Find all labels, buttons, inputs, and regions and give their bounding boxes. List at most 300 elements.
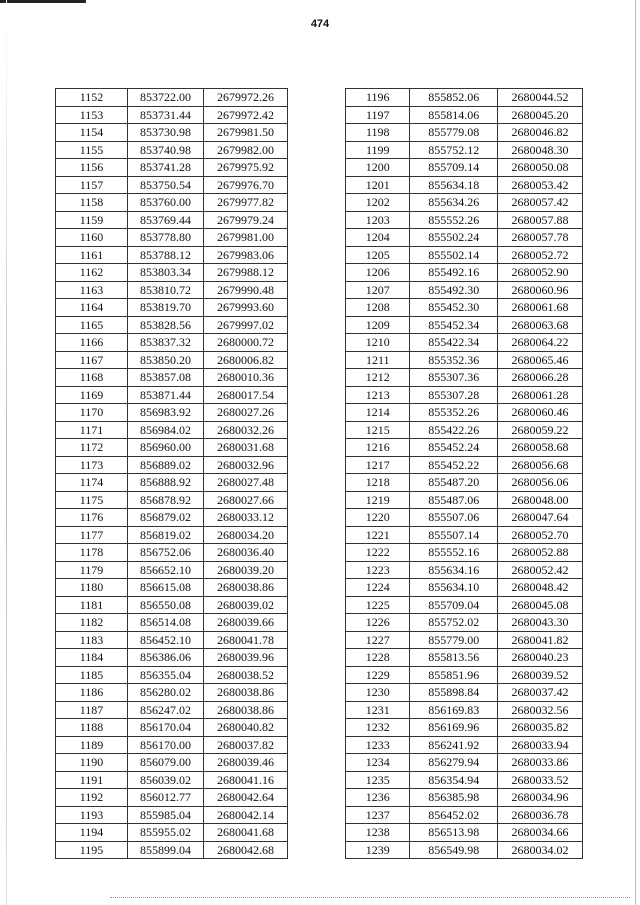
x-coordinate-cell: 856012.77 bbox=[128, 789, 204, 807]
table-row bbox=[56, 736, 288, 754]
x-coordinate-cell: 856385.98 bbox=[410, 789, 498, 807]
point-number-cell: 1221 bbox=[346, 526, 410, 544]
point-number-cell: 1184 bbox=[56, 649, 128, 667]
point-number-cell: 1157 bbox=[56, 176, 128, 194]
x-coordinate-cell: 853857.08 bbox=[128, 369, 204, 387]
table-row bbox=[56, 596, 288, 614]
y-coordinate-cell: 2680056.68 bbox=[498, 456, 583, 474]
table-row bbox=[346, 736, 583, 754]
table-row bbox=[56, 666, 288, 684]
table-row bbox=[346, 824, 583, 842]
x-coordinate-cell: 856549.98 bbox=[410, 841, 498, 859]
x-coordinate-cell: 855307.28 bbox=[410, 386, 498, 404]
x-coordinate-cell: 855422.34 bbox=[410, 334, 498, 352]
scan-edge-right bbox=[635, 0, 636, 905]
x-coordinate-cell: 856279.94 bbox=[410, 754, 498, 772]
y-coordinate-cell: 2680038.86 bbox=[204, 684, 288, 702]
x-coordinate-cell: 853740.98 bbox=[128, 141, 204, 159]
point-number-cell: 1215 bbox=[346, 421, 410, 439]
x-coordinate-cell: 855502.24 bbox=[410, 229, 498, 247]
point-number-cell: 1219 bbox=[346, 491, 410, 509]
x-coordinate-cell: 855634.10 bbox=[410, 579, 498, 597]
point-number-cell: 1166 bbox=[56, 334, 128, 352]
table-row bbox=[56, 211, 288, 229]
table-row bbox=[56, 719, 288, 737]
y-coordinate-cell: 2679981.50 bbox=[204, 124, 288, 142]
table-row bbox=[56, 351, 288, 369]
table-row bbox=[346, 509, 583, 527]
table-row bbox=[346, 124, 583, 142]
x-coordinate-cell: 855709.04 bbox=[410, 596, 498, 614]
y-coordinate-cell: 2680006.82 bbox=[204, 351, 288, 369]
point-number-cell: 1173 bbox=[56, 456, 128, 474]
table-row bbox=[346, 386, 583, 404]
table-row bbox=[56, 264, 288, 282]
y-coordinate-cell: 2680027.66 bbox=[204, 491, 288, 509]
y-coordinate-cell: 2680052.88 bbox=[498, 544, 583, 562]
point-number-cell: 1236 bbox=[346, 789, 410, 807]
y-coordinate-cell: 2680032.26 bbox=[204, 421, 288, 439]
x-coordinate-cell: 856039.02 bbox=[128, 771, 204, 789]
point-number-cell: 1179 bbox=[56, 561, 128, 579]
x-coordinate-cell: 855452.22 bbox=[410, 456, 498, 474]
table-row bbox=[56, 579, 288, 597]
table-row bbox=[56, 176, 288, 194]
y-coordinate-cell: 2679972.26 bbox=[204, 89, 288, 107]
x-coordinate-cell: 856960.00 bbox=[128, 439, 204, 457]
x-coordinate-cell: 856170.00 bbox=[128, 736, 204, 754]
y-coordinate-cell: 2680039.20 bbox=[204, 561, 288, 579]
x-coordinate-cell: 856984.02 bbox=[128, 421, 204, 439]
table-row bbox=[346, 701, 583, 719]
table-row bbox=[346, 561, 583, 579]
x-coordinate-cell: 856170.04 bbox=[128, 719, 204, 737]
x-coordinate-cell: 855507.14 bbox=[410, 526, 498, 544]
y-coordinate-cell: 2680057.88 bbox=[498, 211, 583, 229]
x-coordinate-cell: 855779.08 bbox=[410, 124, 498, 142]
x-coordinate-cell: 856752.06 bbox=[128, 544, 204, 562]
y-coordinate-cell: 2680064.22 bbox=[498, 334, 583, 352]
point-number-cell: 1175 bbox=[56, 491, 128, 509]
x-coordinate-cell: 855452.34 bbox=[410, 316, 498, 334]
y-coordinate-cell: 2680000.72 bbox=[204, 334, 288, 352]
y-coordinate-cell: 2680057.78 bbox=[498, 229, 583, 247]
table-row bbox=[56, 754, 288, 772]
y-coordinate-cell: 2680040.23 bbox=[498, 649, 583, 667]
table-row bbox=[346, 456, 583, 474]
table-row bbox=[56, 631, 288, 649]
x-coordinate-cell: 855851.96 bbox=[410, 666, 498, 684]
table-row bbox=[56, 614, 288, 632]
point-number-cell: 1183 bbox=[56, 631, 128, 649]
point-number-cell: 1152 bbox=[56, 89, 128, 107]
table-row bbox=[346, 771, 583, 789]
x-coordinate-cell: 853730.98 bbox=[128, 124, 204, 142]
y-coordinate-cell: 2680063.68 bbox=[498, 316, 583, 334]
x-coordinate-cell: 855452.30 bbox=[410, 299, 498, 317]
x-coordinate-cell: 856241.92 bbox=[410, 736, 498, 754]
table-row bbox=[346, 579, 583, 597]
table-row bbox=[56, 194, 288, 212]
point-number-cell: 1172 bbox=[56, 439, 128, 457]
x-coordinate-cell: 855422.26 bbox=[410, 421, 498, 439]
y-coordinate-cell: 2679983.06 bbox=[204, 246, 288, 264]
table-row bbox=[346, 404, 583, 422]
y-coordinate-cell: 2680036.40 bbox=[204, 544, 288, 562]
table-row bbox=[56, 404, 288, 422]
x-coordinate-cell: 855634.18 bbox=[410, 176, 498, 194]
y-coordinate-cell: 2680048.30 bbox=[498, 141, 583, 159]
table-row bbox=[56, 684, 288, 702]
y-coordinate-cell: 2679975.92 bbox=[204, 159, 288, 177]
x-coordinate-cell: 853871.44 bbox=[128, 386, 204, 404]
point-number-cell: 1163 bbox=[56, 281, 128, 299]
table-row bbox=[346, 89, 583, 107]
y-coordinate-cell: 2680042.14 bbox=[204, 806, 288, 824]
table-row bbox=[346, 649, 583, 667]
y-coordinate-cell: 2680046.82 bbox=[498, 124, 583, 142]
table-row bbox=[56, 824, 288, 842]
point-number-cell: 1227 bbox=[346, 631, 410, 649]
x-coordinate-cell: 853850.20 bbox=[128, 351, 204, 369]
point-number-cell: 1210 bbox=[346, 334, 410, 352]
y-coordinate-cell: 2680059.22 bbox=[498, 421, 583, 439]
table-row bbox=[56, 789, 288, 807]
y-coordinate-cell: 2680036.78 bbox=[498, 806, 583, 824]
y-coordinate-cell: 2680043.30 bbox=[498, 614, 583, 632]
point-number-cell: 1180 bbox=[56, 579, 128, 597]
y-coordinate-cell: 2679990.48 bbox=[204, 281, 288, 299]
y-coordinate-cell: 2679976.70 bbox=[204, 176, 288, 194]
point-number-cell: 1160 bbox=[56, 229, 128, 247]
table-row bbox=[56, 439, 288, 457]
y-coordinate-cell: 2680048.42 bbox=[498, 579, 583, 597]
table-row bbox=[346, 421, 583, 439]
point-number-cell: 1204 bbox=[346, 229, 410, 247]
y-coordinate-cell: 2680042.64 bbox=[204, 789, 288, 807]
x-coordinate-cell: 856889.02 bbox=[128, 456, 204, 474]
x-coordinate-cell: 855898.84 bbox=[410, 684, 498, 702]
y-coordinate-cell: 2680039.96 bbox=[204, 649, 288, 667]
x-coordinate-cell: 856514.08 bbox=[128, 614, 204, 632]
table-row bbox=[56, 649, 288, 667]
table-row bbox=[56, 229, 288, 247]
point-number-cell: 1231 bbox=[346, 701, 410, 719]
point-number-cell: 1202 bbox=[346, 194, 410, 212]
y-coordinate-cell: 2680042.68 bbox=[204, 841, 288, 859]
y-coordinate-cell: 2680033.52 bbox=[498, 771, 583, 789]
x-coordinate-cell: 855814.06 bbox=[410, 106, 498, 124]
x-coordinate-cell: 853769.44 bbox=[128, 211, 204, 229]
table-row bbox=[56, 456, 288, 474]
y-coordinate-cell: 2680041.78 bbox=[204, 631, 288, 649]
point-number-cell: 1194 bbox=[56, 824, 128, 842]
scan-noise-line bbox=[110, 895, 630, 898]
x-coordinate-cell: 855985.04 bbox=[128, 806, 204, 824]
point-number-cell: 1159 bbox=[56, 211, 128, 229]
y-coordinate-cell: 2680048.00 bbox=[498, 491, 583, 509]
point-number-cell: 1185 bbox=[56, 666, 128, 684]
y-coordinate-cell: 2680033.94 bbox=[498, 736, 583, 754]
x-coordinate-cell: 856280.02 bbox=[128, 684, 204, 702]
point-number-cell: 1224 bbox=[346, 579, 410, 597]
y-coordinate-cell: 2679993.60 bbox=[204, 299, 288, 317]
table-row bbox=[346, 106, 583, 124]
point-number-cell: 1233 bbox=[346, 736, 410, 754]
table-row bbox=[56, 141, 288, 159]
table-row bbox=[56, 544, 288, 562]
point-number-cell: 1201 bbox=[346, 176, 410, 194]
y-coordinate-cell: 2680010.36 bbox=[204, 369, 288, 387]
table-row bbox=[346, 334, 583, 352]
table-row bbox=[56, 89, 288, 107]
point-number-cell: 1192 bbox=[56, 789, 128, 807]
x-coordinate-cell: 855507.06 bbox=[410, 509, 498, 527]
y-coordinate-cell: 2680017.54 bbox=[204, 386, 288, 404]
x-coordinate-cell: 856354.94 bbox=[410, 771, 498, 789]
point-number-cell: 1200 bbox=[346, 159, 410, 177]
x-coordinate-cell: 853722.00 bbox=[128, 89, 204, 107]
point-number-cell: 1168 bbox=[56, 369, 128, 387]
table-row bbox=[346, 614, 583, 632]
point-number-cell: 1178 bbox=[56, 544, 128, 562]
x-coordinate-cell: 856888.92 bbox=[128, 474, 204, 492]
table-row bbox=[346, 281, 583, 299]
y-coordinate-cell: 2680034.02 bbox=[498, 841, 583, 859]
x-coordinate-cell: 855492.16 bbox=[410, 264, 498, 282]
point-number-cell: 1237 bbox=[346, 806, 410, 824]
y-coordinate-cell: 2680033.86 bbox=[498, 754, 583, 772]
point-number-cell: 1205 bbox=[346, 246, 410, 264]
table-row bbox=[56, 701, 288, 719]
table-row bbox=[346, 596, 583, 614]
table-row bbox=[56, 299, 288, 317]
y-coordinate-cell: 2680047.64 bbox=[498, 509, 583, 527]
y-coordinate-cell: 2680041.16 bbox=[204, 771, 288, 789]
y-coordinate-cell: 2680039.66 bbox=[204, 614, 288, 632]
table-row bbox=[346, 211, 583, 229]
y-coordinate-cell: 2680041.68 bbox=[204, 824, 288, 842]
y-coordinate-cell: 2680061.68 bbox=[498, 299, 583, 317]
point-number-cell: 1176 bbox=[56, 509, 128, 527]
table-row bbox=[56, 841, 288, 859]
table-row bbox=[346, 351, 583, 369]
y-coordinate-cell: 2680034.96 bbox=[498, 789, 583, 807]
x-coordinate-cell: 853810.72 bbox=[128, 281, 204, 299]
x-coordinate-cell: 855899.04 bbox=[128, 841, 204, 859]
point-number-cell: 1161 bbox=[56, 246, 128, 264]
x-coordinate-cell: 855502.14 bbox=[410, 246, 498, 264]
point-number-cell: 1229 bbox=[346, 666, 410, 684]
x-coordinate-cell: 856355.04 bbox=[128, 666, 204, 684]
point-number-cell: 1203 bbox=[346, 211, 410, 229]
point-number-cell: 1195 bbox=[56, 841, 128, 859]
y-coordinate-cell: 2680039.46 bbox=[204, 754, 288, 772]
point-number-cell: 1156 bbox=[56, 159, 128, 177]
table-row bbox=[346, 491, 583, 509]
point-number-cell: 1189 bbox=[56, 736, 128, 754]
point-number-cell: 1222 bbox=[346, 544, 410, 562]
point-number-cell: 1177 bbox=[56, 526, 128, 544]
y-coordinate-cell: 2679988.12 bbox=[204, 264, 288, 282]
x-coordinate-cell: 855552.16 bbox=[410, 544, 498, 562]
table-row bbox=[56, 106, 288, 124]
x-coordinate-cell: 853731.44 bbox=[128, 106, 204, 124]
table-row bbox=[56, 334, 288, 352]
table-row bbox=[56, 281, 288, 299]
point-number-cell: 1193 bbox=[56, 806, 128, 824]
y-coordinate-cell: 2680040.82 bbox=[204, 719, 288, 737]
y-coordinate-cell: 2680066.28 bbox=[498, 369, 583, 387]
x-coordinate-cell: 855552.26 bbox=[410, 211, 498, 229]
x-coordinate-cell: 855752.02 bbox=[410, 614, 498, 632]
table-row bbox=[56, 491, 288, 509]
table-row bbox=[346, 474, 583, 492]
y-coordinate-cell: 2680031.68 bbox=[204, 439, 288, 457]
table-row bbox=[346, 264, 583, 282]
point-number-cell: 1174 bbox=[56, 474, 128, 492]
table-row bbox=[346, 666, 583, 684]
x-coordinate-cell: 855487.20 bbox=[410, 474, 498, 492]
y-coordinate-cell: 2680044.52 bbox=[498, 89, 583, 107]
y-coordinate-cell: 2679997.02 bbox=[204, 316, 288, 334]
point-number-cell: 1170 bbox=[56, 404, 128, 422]
point-number-cell: 1226 bbox=[346, 614, 410, 632]
y-coordinate-cell: 2680065.46 bbox=[498, 351, 583, 369]
top-rule bbox=[0, 0, 86, 3]
point-number-cell: 1235 bbox=[346, 771, 410, 789]
table-row bbox=[346, 719, 583, 737]
x-coordinate-cell: 855634.26 bbox=[410, 194, 498, 212]
point-number-cell: 1191 bbox=[56, 771, 128, 789]
table-row bbox=[346, 369, 583, 387]
point-number-cell: 1158 bbox=[56, 194, 128, 212]
table-row bbox=[346, 141, 583, 159]
point-number-cell: 1239 bbox=[346, 841, 410, 859]
y-coordinate-cell: 2679979.24 bbox=[204, 211, 288, 229]
y-coordinate-cell: 2680045.08 bbox=[498, 596, 583, 614]
x-coordinate-cell: 856513.98 bbox=[410, 824, 498, 842]
table-row bbox=[56, 509, 288, 527]
table-row bbox=[346, 439, 583, 457]
y-coordinate-cell: 2680032.96 bbox=[204, 456, 288, 474]
x-coordinate-cell: 853819.70 bbox=[128, 299, 204, 317]
point-number-cell: 1153 bbox=[56, 106, 128, 124]
y-coordinate-cell: 2679977.82 bbox=[204, 194, 288, 212]
y-coordinate-cell: 2680034.66 bbox=[498, 824, 583, 842]
point-number-cell: 1209 bbox=[346, 316, 410, 334]
x-coordinate-cell: 853778.80 bbox=[128, 229, 204, 247]
x-coordinate-cell: 856879.02 bbox=[128, 509, 204, 527]
coordinate-table-left bbox=[55, 88, 288, 859]
point-number-cell: 1230 bbox=[346, 684, 410, 702]
table-row bbox=[346, 246, 583, 264]
x-coordinate-cell: 855487.06 bbox=[410, 491, 498, 509]
table-row bbox=[346, 684, 583, 702]
table-row bbox=[346, 754, 583, 772]
table-row bbox=[56, 124, 288, 142]
table-row bbox=[56, 806, 288, 824]
x-coordinate-cell: 855852.06 bbox=[410, 89, 498, 107]
point-number-cell: 1217 bbox=[346, 456, 410, 474]
point-number-cell: 1188 bbox=[56, 719, 128, 737]
x-coordinate-cell: 855634.16 bbox=[410, 561, 498, 579]
y-coordinate-cell: 2680056.06 bbox=[498, 474, 583, 492]
table-row bbox=[346, 806, 583, 824]
y-coordinate-cell: 2680038.86 bbox=[204, 701, 288, 719]
table-row bbox=[346, 631, 583, 649]
table-row bbox=[56, 421, 288, 439]
table-row bbox=[346, 526, 583, 544]
x-coordinate-cell: 855352.26 bbox=[410, 404, 498, 422]
point-number-cell: 1208 bbox=[346, 299, 410, 317]
y-coordinate-cell: 2680052.72 bbox=[498, 246, 583, 264]
table-row bbox=[56, 771, 288, 789]
x-coordinate-cell: 855752.12 bbox=[410, 141, 498, 159]
y-coordinate-cell: 2680037.82 bbox=[204, 736, 288, 754]
y-coordinate-cell: 2680032.56 bbox=[498, 701, 583, 719]
y-coordinate-cell: 2680033.12 bbox=[204, 509, 288, 527]
table-row bbox=[346, 544, 583, 562]
point-number-cell: 1211 bbox=[346, 351, 410, 369]
y-coordinate-cell: 2680037.42 bbox=[498, 684, 583, 702]
x-coordinate-cell: 856652.10 bbox=[128, 561, 204, 579]
y-coordinate-cell: 2679972.42 bbox=[204, 106, 288, 124]
table-row bbox=[56, 386, 288, 404]
y-coordinate-cell: 2680050.08 bbox=[498, 159, 583, 177]
x-coordinate-cell: 853741.28 bbox=[128, 159, 204, 177]
table-row bbox=[346, 159, 583, 177]
point-number-cell: 1234 bbox=[346, 754, 410, 772]
table-row bbox=[56, 474, 288, 492]
point-number-cell: 1206 bbox=[346, 264, 410, 282]
x-coordinate-cell: 856386.06 bbox=[128, 649, 204, 667]
y-coordinate-cell: 2680039.02 bbox=[204, 596, 288, 614]
x-coordinate-cell: 856169.96 bbox=[410, 719, 498, 737]
x-coordinate-cell: 855813.56 bbox=[410, 649, 498, 667]
point-number-cell: 1225 bbox=[346, 596, 410, 614]
y-coordinate-cell: 2680045.20 bbox=[498, 106, 583, 124]
table-row bbox=[56, 561, 288, 579]
y-coordinate-cell: 2680035.82 bbox=[498, 719, 583, 737]
point-number-cell: 1154 bbox=[56, 124, 128, 142]
y-coordinate-cell: 2680052.70 bbox=[498, 526, 583, 544]
point-number-cell: 1169 bbox=[56, 386, 128, 404]
y-coordinate-cell: 2680038.86 bbox=[204, 579, 288, 597]
y-coordinate-cell: 2680060.46 bbox=[498, 404, 583, 422]
y-coordinate-cell: 2680027.26 bbox=[204, 404, 288, 422]
table-row bbox=[346, 194, 583, 212]
y-coordinate-cell: 2680057.42 bbox=[498, 194, 583, 212]
y-coordinate-cell: 2680041.82 bbox=[498, 631, 583, 649]
y-coordinate-cell: 2679982.00 bbox=[204, 141, 288, 159]
point-number-cell: 1190 bbox=[56, 754, 128, 772]
y-coordinate-cell: 2680053.42 bbox=[498, 176, 583, 194]
point-number-cell: 1207 bbox=[346, 281, 410, 299]
table-row bbox=[346, 789, 583, 807]
x-coordinate-cell: 855779.00 bbox=[410, 631, 498, 649]
x-coordinate-cell: 856550.08 bbox=[128, 596, 204, 614]
table-row bbox=[346, 841, 583, 859]
y-coordinate-cell: 2679981.00 bbox=[204, 229, 288, 247]
table-row bbox=[346, 316, 583, 334]
x-coordinate-cell: 853750.54 bbox=[128, 176, 204, 194]
y-coordinate-cell: 2680052.42 bbox=[498, 561, 583, 579]
table-row bbox=[56, 159, 288, 177]
x-coordinate-cell: 853760.00 bbox=[128, 194, 204, 212]
x-coordinate-cell: 856819.02 bbox=[128, 526, 204, 544]
x-coordinate-cell: 853837.32 bbox=[128, 334, 204, 352]
